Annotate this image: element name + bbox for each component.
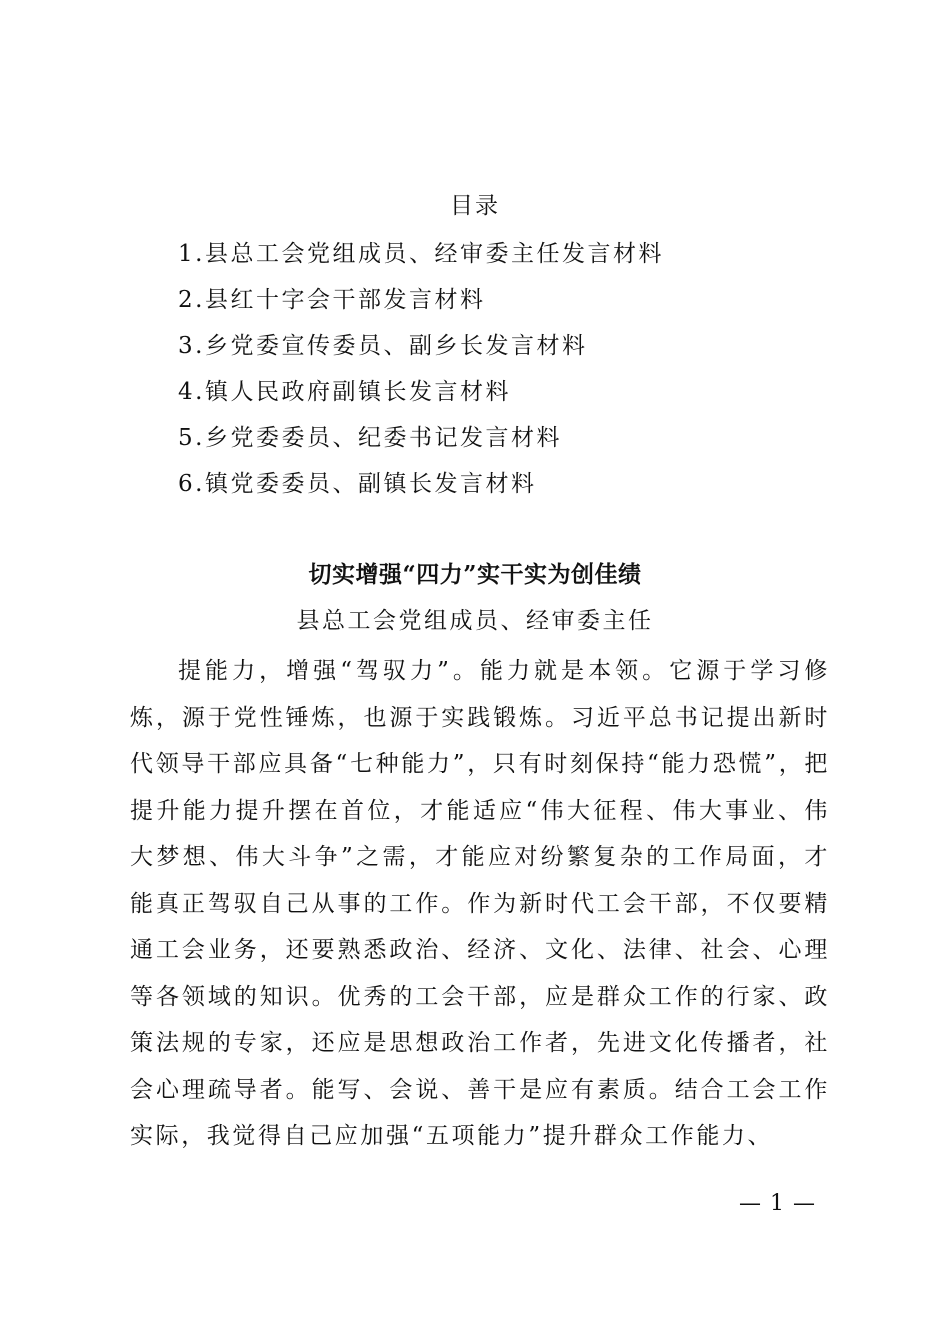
article-subtitle: 县总工会党组成员、经审委主任: [296, 608, 654, 634]
toc-item: 5.乡党委委员、纪委书记发言材料: [178, 425, 562, 451]
article-title: 切实增强“四力”实干实为创佳绩: [308, 561, 642, 588]
toc-item: 4.镇人民政府副镇长发言材料: [178, 379, 511, 405]
toc-item: 3.乡党委宣传委员、副乡长发言材料: [178, 333, 588, 359]
toc-item: 1.县总工会党组成员、经审委主任发言材料: [178, 241, 664, 267]
toc-title: 目录: [450, 193, 500, 219]
toc-list: [178, 238, 664, 514]
toc-item: 2.县红十字会干部发言材料: [178, 287, 486, 313]
toc-item: 6.镇党委委员、副镇长发言材料: [178, 471, 537, 497]
page-number: — 1 —: [739, 1191, 816, 1216]
article-paragraph: 提能力，增强“驾驭力”。能力就是本领。它源于学习修炼，源于党性锤炼，也源于实践锻炼。习近平总书记提出新时代领导干部应具备“七种能力”，只有时刻保持“能力恐慌”，把提升能力提升摆在首位，才能适应“伟大征程、伟大事业、伟大梦想、伟大斗争”之需，才能应对纷繁复杂的工作局面，才能真正驾驭自己从事的工作。作为新时代工会干部，不仅要精通工会业务，还要熟悉政治、经济、文化、法律、社会、心理等各领域的知识。优秀的工会干部，应是群众工作的行家、政策法规的专家，还应是思想政治工作者，先进文化传播者，社会心理疏导者。能写、会说、善干是应有素质。结合工会工作实际，我觉得自己应加强“五项能力”提升群众工作能力、: [130, 658, 830, 1149]
